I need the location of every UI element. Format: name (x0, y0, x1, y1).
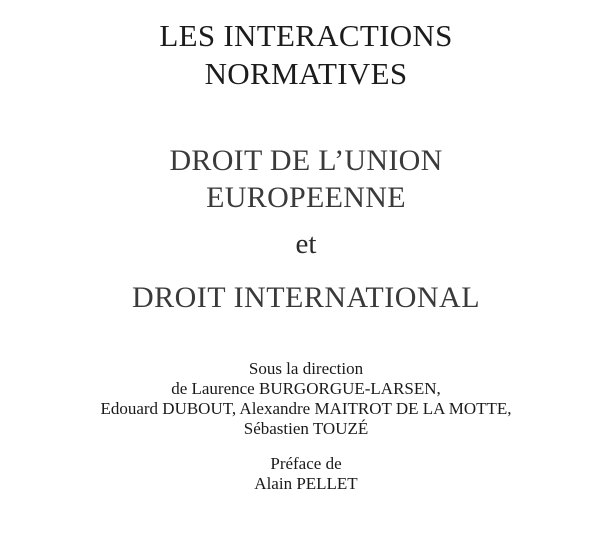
preface-author: Alain PELLET (254, 474, 358, 493)
subtitle-line-2: EUROPEENNE (206, 181, 406, 214)
direction-intro: Sous la direction (248, 359, 364, 378)
subtitle-conjunction: et (295, 228, 317, 260)
subtitle-line-3: DROIT INTERNATIONAL (131, 281, 481, 314)
direction-line-3: Sébastien TOUZÉ (243, 419, 369, 438)
title-line-1: LES INTERACTIONS (159, 18, 453, 53)
subtitle-line-1: DROIT DE L’UNION (169, 144, 443, 177)
preface-intro: Préface de (270, 454, 342, 473)
direction-line-2: Edouard DUBOUT, Alexandre MAITROT DE LA MOTTE, (100, 399, 512, 418)
title-line-2: NORMATIVES (204, 56, 408, 91)
direction-line-1: de Laurence BURGORGUE-LARSEN, (171, 379, 441, 398)
